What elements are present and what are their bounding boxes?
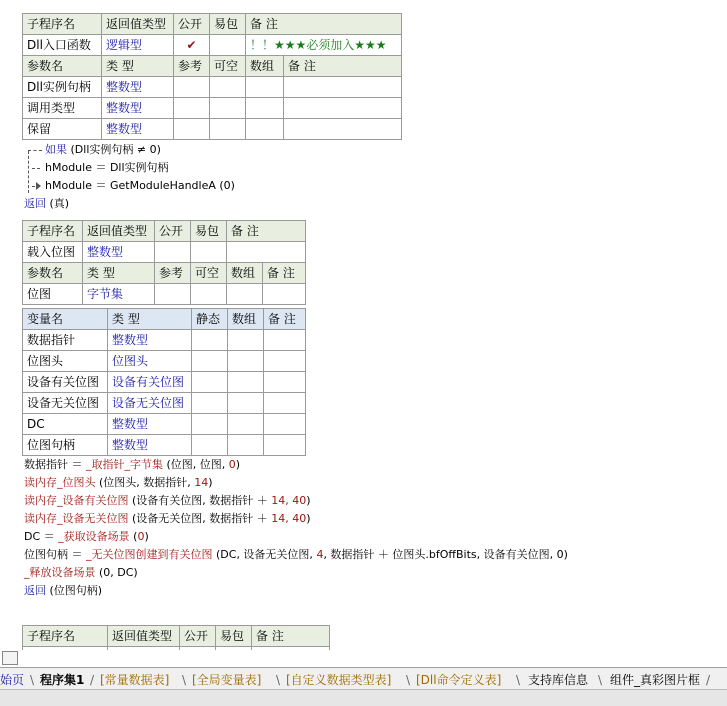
code-tail: ) bbox=[144, 530, 149, 543]
var-name[interactable]: 设备有关位图 bbox=[23, 372, 108, 393]
sub2-info-row[interactable] bbox=[23, 242, 306, 263]
header-cell: 备 注 bbox=[284, 56, 402, 77]
var-name[interactable]: 位图句柄 bbox=[23, 435, 108, 456]
header-cell: 备 注 bbox=[252, 626, 330, 647]
param-array-cell[interactable] bbox=[246, 98, 284, 119]
package-cell[interactable] bbox=[216, 647, 252, 651]
public-check-icon[interactable]: ✔ bbox=[174, 35, 210, 56]
tab-separator: \ bbox=[30, 673, 35, 687]
param-ref-cell[interactable] bbox=[155, 284, 191, 305]
code-args: (位图, 位图, bbox=[163, 458, 229, 471]
var-header-row bbox=[23, 309, 306, 330]
table-row[interactable] bbox=[23, 351, 306, 372]
param-nullable-cell[interactable] bbox=[210, 98, 246, 119]
var-static-cell[interactable] bbox=[192, 330, 228, 351]
header-cell: 数组 bbox=[246, 56, 284, 77]
header-cell: 备 注 bbox=[264, 309, 306, 330]
code-line[interactable] bbox=[24, 456, 240, 474]
var-array-cell[interactable] bbox=[228, 414, 264, 435]
header-cell: 参考 bbox=[174, 56, 210, 77]
header-cell: 可空 bbox=[210, 56, 246, 77]
code-number: 14 bbox=[194, 476, 209, 489]
flow-arrow-icon bbox=[36, 182, 41, 190]
param-name[interactable]: 调用类型 bbox=[23, 98, 102, 119]
flow-line bbox=[28, 151, 29, 193]
header-cell: 返回值类型 bbox=[83, 221, 155, 242]
var-type[interactable]: 整数型 bbox=[108, 414, 192, 435]
code-number: 14, 40 bbox=[271, 512, 307, 525]
param-nullable-cell[interactable] bbox=[191, 284, 227, 305]
var-type[interactable]: 设备有关位图 bbox=[108, 372, 192, 393]
var-remark-cell[interactable] bbox=[264, 435, 306, 456]
function-name: 读内存_设备无关位图 bbox=[24, 512, 129, 525]
code-line[interactable] bbox=[24, 510, 311, 528]
code-lhs: 位图句柄 ＝ bbox=[24, 548, 86, 561]
header-cell: 返回值类型 bbox=[102, 14, 174, 35]
tab-start-page[interactable]: 始页 bbox=[0, 673, 25, 687]
table-row[interactable] bbox=[23, 77, 402, 98]
tab-constants[interactable]: [常量数据表] bbox=[100, 673, 170, 687]
table-row[interactable] bbox=[23, 330, 306, 351]
if-keyword: 如果 bbox=[45, 143, 67, 156]
return-keyword: 返回 bbox=[24, 197, 46, 210]
tab-custom-types[interactable]: [自定义数据类型表] bbox=[286, 673, 392, 687]
table-row[interactable] bbox=[23, 372, 306, 393]
tab-bar bbox=[0, 667, 727, 690]
var-array-cell[interactable] bbox=[228, 372, 264, 393]
header-cell: 静态 bbox=[192, 309, 228, 330]
header-cell: 变量名 bbox=[23, 309, 108, 330]
table-row[interactable] bbox=[23, 119, 402, 140]
var-name[interactable]: DC bbox=[23, 414, 108, 435]
code-lhs: hModule ＝ bbox=[45, 179, 110, 192]
package-cell[interactable] bbox=[191, 242, 227, 263]
header-cell: 类 型 bbox=[108, 309, 192, 330]
code-line[interactable]: hModule ＝ Dll实例句柄 bbox=[45, 161, 169, 174]
public-cell[interactable] bbox=[155, 242, 191, 263]
header-cell: 类 型 bbox=[83, 263, 155, 284]
header-cell: 参数名 bbox=[23, 56, 102, 77]
sub1-return-type[interactable]: 逻辑型 bbox=[102, 35, 174, 56]
scroll-corner[interactable] bbox=[2, 651, 18, 665]
var-remark-cell[interactable] bbox=[264, 393, 306, 414]
var-array-cell[interactable] bbox=[228, 330, 264, 351]
public-cell[interactable] bbox=[180, 647, 216, 651]
var-remark-cell[interactable] bbox=[264, 330, 306, 351]
code-args: (设备有关位图, 数据指针 ＋ bbox=[128, 494, 272, 507]
remark-cell[interactable] bbox=[252, 647, 330, 651]
tab-separator: \ bbox=[516, 673, 521, 687]
tab-component[interactable]: 组件_真彩图片框 bbox=[610, 673, 701, 687]
header-cell: 公开 bbox=[155, 221, 191, 242]
tab-program-set[interactable]: 程序集1 bbox=[40, 673, 85, 687]
var-name[interactable]: 位图头 bbox=[23, 351, 108, 372]
header-cell: 备 注 bbox=[227, 221, 306, 242]
tab-library-info[interactable]: 支持库信息 bbox=[528, 673, 589, 687]
tab-global-vars[interactable]: [全局变量表] bbox=[192, 673, 262, 687]
code-lhs: 数据指针 ＝ bbox=[24, 458, 86, 471]
code-line[interactable] bbox=[24, 528, 149, 546]
flow-tick bbox=[32, 168, 40, 169]
param-name[interactable]: 保留 bbox=[23, 119, 102, 140]
code-number: 0 bbox=[137, 530, 145, 543]
sub3-return-type[interactable] bbox=[108, 647, 180, 651]
header-cell: 返回值类型 bbox=[108, 626, 180, 647]
code-lhs: DC ＝ bbox=[24, 530, 59, 543]
header-cell: 子程序名 bbox=[23, 626, 108, 647]
var-static-cell[interactable] bbox=[192, 435, 228, 456]
tab-separator: \ bbox=[276, 673, 281, 687]
function-name: _获取设备场景 bbox=[58, 530, 130, 543]
header-cell: 备 注 bbox=[263, 263, 306, 284]
sub1-table bbox=[22, 13, 402, 56]
tab-separator: \ bbox=[406, 673, 411, 687]
return-statement[interactable] bbox=[24, 582, 102, 600]
table-row[interactable] bbox=[23, 98, 402, 119]
code-tail: ) bbox=[306, 494, 311, 507]
function-name: GetModuleHandleA bbox=[109, 179, 216, 192]
code-args: ( bbox=[129, 530, 138, 543]
function-name: _释放设备场景 bbox=[24, 566, 96, 579]
var-type[interactable]: 位图头 bbox=[108, 351, 192, 372]
var-static-cell[interactable] bbox=[192, 414, 228, 435]
sub1-header-row bbox=[23, 14, 402, 35]
return-arg: (位图句柄) bbox=[46, 584, 103, 597]
var-remark-cell[interactable] bbox=[264, 414, 306, 435]
table-row[interactable] bbox=[23, 393, 306, 414]
sub1-name[interactable]: Dll入口函数 bbox=[23, 35, 102, 56]
header-cell: 数组 bbox=[227, 263, 263, 284]
param-remark-cell[interactable] bbox=[284, 98, 402, 119]
var-name[interactable]: 设备无关位图 bbox=[23, 393, 108, 414]
param-array-cell[interactable] bbox=[246, 119, 284, 140]
code-line[interactable] bbox=[24, 546, 568, 564]
code-tail: ) bbox=[235, 458, 241, 471]
var-static-cell[interactable] bbox=[192, 351, 228, 372]
code-number: 14, 40 bbox=[271, 494, 307, 507]
var-array-cell[interactable] bbox=[228, 393, 264, 414]
sub3-table bbox=[22, 625, 330, 650]
var-type[interactable]: 设备无关位图 bbox=[108, 393, 192, 414]
param-remark-cell[interactable] bbox=[284, 119, 402, 140]
sub2-name[interactable]: 载入位图 bbox=[23, 242, 83, 263]
return-statement[interactable] bbox=[24, 195, 69, 213]
sub2-param-table bbox=[22, 262, 306, 305]
param-nullable-cell[interactable] bbox=[210, 77, 246, 98]
param-array-cell[interactable] bbox=[227, 284, 263, 305]
code-number: 0 bbox=[228, 458, 236, 471]
param-ref-cell[interactable] bbox=[174, 77, 210, 98]
tab-separator: \ bbox=[598, 673, 603, 687]
code-line[interactable] bbox=[45, 177, 235, 195]
var-remark-cell[interactable] bbox=[264, 372, 306, 393]
header-cell: 参数名 bbox=[23, 263, 83, 284]
code-args: (DC, 设备无关位图, bbox=[212, 548, 317, 561]
sub1-remark[interactable]: ！！★★★必须加入★★★ bbox=[246, 35, 402, 56]
code-args: (0, DC) bbox=[95, 566, 138, 579]
package-cell[interactable] bbox=[210, 35, 246, 56]
param-header-row bbox=[23, 56, 402, 77]
table-row[interactable] bbox=[23, 414, 306, 435]
header-cell: 公开 bbox=[174, 14, 210, 35]
param-nullable-cell[interactable] bbox=[210, 119, 246, 140]
param-array-cell[interactable] bbox=[246, 77, 284, 98]
tab-separator: / bbox=[90, 673, 95, 687]
param-name[interactable]: 位图 bbox=[23, 284, 83, 305]
code-tail: ) bbox=[306, 512, 311, 525]
if-condition: (Dll实例句柄 ≠ 0) bbox=[67, 143, 161, 156]
flow-tick bbox=[28, 150, 42, 151]
header-cell: 类 型 bbox=[102, 56, 174, 77]
param-type[interactable]: 整数型 bbox=[102, 77, 174, 98]
var-type[interactable]: 整数型 bbox=[108, 330, 192, 351]
param-header-row bbox=[23, 263, 306, 284]
code-line[interactable] bbox=[24, 564, 138, 582]
sub3-name[interactable] bbox=[23, 647, 108, 651]
param-ref-cell[interactable] bbox=[174, 119, 210, 140]
var-static-cell[interactable] bbox=[192, 372, 228, 393]
sub2-return-type[interactable]: 整数型 bbox=[83, 242, 155, 263]
param-ref-cell[interactable] bbox=[174, 98, 210, 119]
code-number: 4 bbox=[316, 548, 324, 561]
var-name[interactable]: 数据指针 bbox=[23, 330, 108, 351]
function-name: 读内存_设备有关位图 bbox=[24, 494, 129, 507]
param-name[interactable]: Dll实例句柄 bbox=[23, 77, 102, 98]
param-remark-cell[interactable] bbox=[284, 77, 402, 98]
header-cell: 公开 bbox=[180, 626, 216, 647]
var-array-cell[interactable] bbox=[228, 351, 264, 372]
param-remark-cell[interactable] bbox=[263, 284, 306, 305]
table-row[interactable] bbox=[23, 284, 306, 305]
function-name: _取指针_字节集 bbox=[86, 458, 163, 471]
code-line[interactable] bbox=[24, 474, 213, 492]
function-name: 读内存_位图头 bbox=[24, 476, 96, 489]
header-cell: 备 注 bbox=[246, 14, 402, 35]
header-cell: 易包 bbox=[216, 626, 252, 647]
tab-separator: \ bbox=[182, 673, 187, 687]
sub2-var-table bbox=[22, 308, 306, 456]
if-statement[interactable] bbox=[45, 141, 161, 159]
param-type[interactable]: 字节集 bbox=[83, 284, 155, 305]
code-line[interactable] bbox=[24, 492, 311, 510]
header-cell: 易包 bbox=[191, 221, 227, 242]
tab-separator: / bbox=[706, 673, 711, 687]
code-args: (0) bbox=[215, 179, 235, 192]
code-tail: , 数据指针 ＋ 位图头.bfOffBits, 设备有关位图, 0) bbox=[323, 548, 568, 561]
sub3-info-row[interactable] bbox=[23, 647, 330, 651]
code-args: (设备无关位图, 数据指针 ＋ bbox=[128, 512, 272, 525]
header-cell: 易包 bbox=[210, 14, 246, 35]
var-remark-cell[interactable] bbox=[264, 351, 306, 372]
status-bar bbox=[0, 689, 727, 706]
sub1-info-row[interactable] bbox=[23, 35, 402, 56]
header-cell: 可空 bbox=[191, 263, 227, 284]
table-row[interactable] bbox=[23, 435, 306, 456]
header-cell: 参考 bbox=[155, 263, 191, 284]
sub1-param-table bbox=[22, 55, 402, 140]
var-type[interactable]: 整数型 bbox=[108, 435, 192, 456]
return-arg: (真) bbox=[46, 197, 70, 210]
return-keyword: 返回 bbox=[24, 584, 46, 597]
header-cell: 子程序名 bbox=[23, 14, 102, 35]
function-name: _无关位图创建到有关位图 bbox=[86, 548, 213, 561]
var-array-cell[interactable] bbox=[228, 435, 264, 456]
header-cell: 数组 bbox=[228, 309, 264, 330]
var-static-cell[interactable] bbox=[192, 393, 228, 414]
remark-cell[interactable] bbox=[227, 242, 306, 263]
sub3-header-row bbox=[23, 626, 330, 647]
code-args: (位图头, 数据指针, bbox=[95, 476, 195, 489]
code-tail: ) bbox=[208, 476, 213, 489]
sub2-header-row bbox=[23, 221, 306, 242]
sub2-table bbox=[22, 220, 306, 263]
param-type[interactable]: 整数型 bbox=[102, 119, 174, 140]
param-type[interactable]: 整数型 bbox=[102, 98, 174, 119]
tab-dll-commands[interactable]: [Dll命令定义表] bbox=[416, 673, 502, 687]
header-cell: 子程序名 bbox=[23, 221, 83, 242]
